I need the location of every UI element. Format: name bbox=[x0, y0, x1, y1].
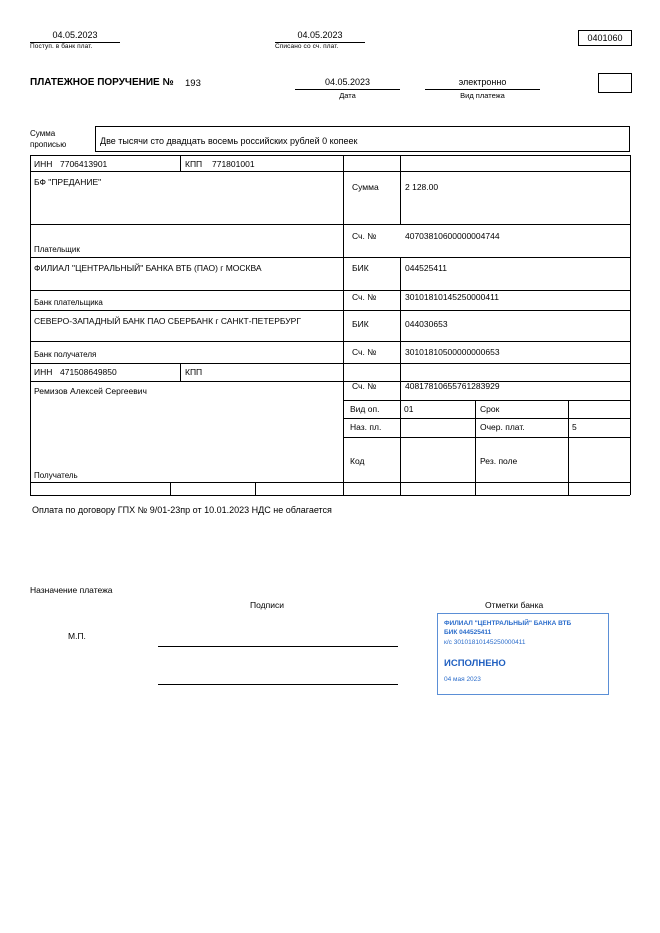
bank-marks-label: Отметки банка bbox=[485, 600, 544, 610]
payee-name: Ремизов Алексей Сергеевич bbox=[34, 386, 147, 396]
payer-inn-label: ИНН bbox=[34, 159, 53, 169]
payer-bank-section-label: Банк плательщика bbox=[34, 298, 103, 307]
payment-purpose-text: Оплата по договору ГПХ № 9/01-23пр от 10.01.2023 НДС не облагается bbox=[32, 505, 332, 515]
date-debited-value: 04.05.2023 bbox=[275, 30, 365, 43]
amount-label: Сумма bbox=[352, 182, 379, 192]
payer-bank-account-label: Сч. № bbox=[352, 292, 377, 302]
signature-line-1 bbox=[158, 646, 398, 647]
amount-words-label-line2: прописью bbox=[30, 140, 67, 149]
payee-section-label: Получатель bbox=[34, 471, 78, 480]
payee-inn-label: ИНН bbox=[34, 367, 53, 377]
grid-line-h bbox=[30, 171, 630, 172]
payee-inn-value: 471508649850 bbox=[60, 367, 117, 377]
document-number: 193 bbox=[185, 78, 201, 89]
priority-value: 5 bbox=[572, 422, 577, 432]
grid-line-h bbox=[343, 418, 630, 419]
grid-line-h bbox=[30, 341, 630, 342]
payer-kpp-label: КПП bbox=[185, 159, 203, 169]
grid-line-v bbox=[180, 155, 181, 171]
payer-account-value: 40703810600000004744 bbox=[405, 231, 500, 241]
payee-account-value: 40817810655761283929 bbox=[405, 381, 500, 391]
grid-line-h bbox=[343, 437, 630, 438]
stamp-bik: БИК 044525411 bbox=[444, 629, 492, 636]
payee-bank-name: СЕВЕРО-ЗАПАДНЫЙ БАНК ПАО СБЕРБАНК г САНКТ-ПЕТЕРБУРГ bbox=[34, 316, 301, 326]
signature-line-2 bbox=[158, 684, 398, 685]
grid-line-h bbox=[30, 155, 630, 156]
grid-line-h bbox=[30, 495, 630, 496]
signatures-label: Подписи bbox=[250, 600, 284, 610]
grid-line-v bbox=[343, 155, 344, 495]
amount-words-label-line1: Сумма bbox=[30, 129, 56, 138]
payee-kpp-label: КПП bbox=[185, 367, 203, 377]
payment-kind-label: Вид платежа bbox=[460, 91, 505, 100]
payment-purpose-label: Назначение платежа bbox=[30, 585, 113, 595]
page-title: ПЛАТЕЖНОЕ ПОРУЧЕНИЕ № bbox=[30, 77, 174, 88]
date-debited-label: Списано со сч. плат. bbox=[275, 43, 339, 50]
payer-bank-account-value: 30101810145250000411 bbox=[405, 292, 499, 302]
payee-bank-section-label: Банк получателя bbox=[34, 350, 97, 359]
document-date-value: 04.05.2023 bbox=[295, 77, 400, 90]
grid-line-v bbox=[30, 155, 31, 495]
grid-line-h bbox=[30, 224, 630, 225]
document-date-label: Дата bbox=[339, 91, 356, 100]
grid-line-h bbox=[30, 257, 630, 258]
date-received-value: 04.05.2023 bbox=[30, 30, 120, 43]
op-kind-label: Вид оп. bbox=[350, 404, 380, 414]
payer-bank-bik-value: 044525411 bbox=[405, 263, 447, 273]
grid-line-v bbox=[170, 482, 171, 495]
payee-bank-account-value: 30101810500000000653 bbox=[405, 347, 500, 357]
grid-line-h bbox=[30, 482, 630, 483]
code-label: Код bbox=[350, 456, 365, 466]
payer-name: БФ "ПРЕДАНИЕ" bbox=[34, 177, 102, 187]
payer-inn-value: 7706413901 bbox=[60, 159, 108, 169]
op-kind-value: 01 bbox=[404, 404, 414, 414]
stamp-date: 04 мая 2023 bbox=[444, 676, 481, 683]
payee-bank-bik-value: 044030653 bbox=[405, 319, 448, 329]
bank-execution-stamp bbox=[437, 613, 609, 695]
form-code: 0401060 bbox=[578, 30, 632, 46]
reserve-label: Рез. поле bbox=[480, 456, 518, 466]
payee-account-label: Сч. № bbox=[352, 381, 377, 391]
payment-kind-value: электронно bbox=[425, 77, 540, 90]
date-received-label: Поступ. в банк плат. bbox=[30, 43, 93, 50]
grid-line-h bbox=[30, 381, 630, 382]
grid-line-v bbox=[255, 482, 256, 495]
payer-bank-bik-label: БИК bbox=[352, 263, 369, 273]
term-label: Срок bbox=[480, 404, 500, 414]
payer-bank-name: ФИЛИАЛ "ЦЕНТРАЛЬНЫЙ" БАНКА ВТБ (ПАО) г МОСКВА bbox=[34, 263, 262, 273]
stamp-bank-name: ФИЛИАЛ "ЦЕНТРАЛЬНЫЙ" БАНКА ВТБ bbox=[444, 620, 572, 627]
stamp-correspondent-account: к/с 30101810145250000411 bbox=[444, 639, 526, 646]
payer-section-label: Плательщик bbox=[34, 245, 80, 254]
grid-line-v bbox=[630, 155, 631, 495]
payer-kpp-value: 771801001 bbox=[212, 159, 255, 169]
priority-label: Очер. плат. bbox=[480, 422, 525, 432]
status-badge: ИСПОЛНЕНО bbox=[444, 658, 506, 669]
payer-account-label: Сч. № bbox=[352, 231, 377, 241]
amount-value: 2 128.00 bbox=[405, 182, 439, 192]
payee-bank-bik-label: БИК bbox=[352, 319, 369, 329]
payee-bank-account-label: Сч. № bbox=[352, 347, 377, 357]
grid-line-v bbox=[400, 155, 401, 225]
grid-line-h bbox=[30, 363, 630, 364]
grid-line-h bbox=[343, 400, 630, 401]
grid-line-h bbox=[30, 310, 630, 311]
reserved-box bbox=[598, 73, 632, 93]
grid-line-v bbox=[180, 363, 181, 381]
grid-line-v bbox=[400, 257, 401, 495]
amount-words-label bbox=[30, 128, 92, 150]
purpose-code-label: Наз. пл. bbox=[350, 422, 382, 432]
grid-line-h bbox=[30, 290, 630, 291]
grid-line-v bbox=[475, 400, 476, 495]
grid-line-v bbox=[568, 400, 569, 495]
amount-words-value: Две тысячи сто двадцать восемь российских рублей 0 копеек bbox=[100, 136, 358, 146]
stamp-place-label: М.П. bbox=[68, 631, 86, 641]
